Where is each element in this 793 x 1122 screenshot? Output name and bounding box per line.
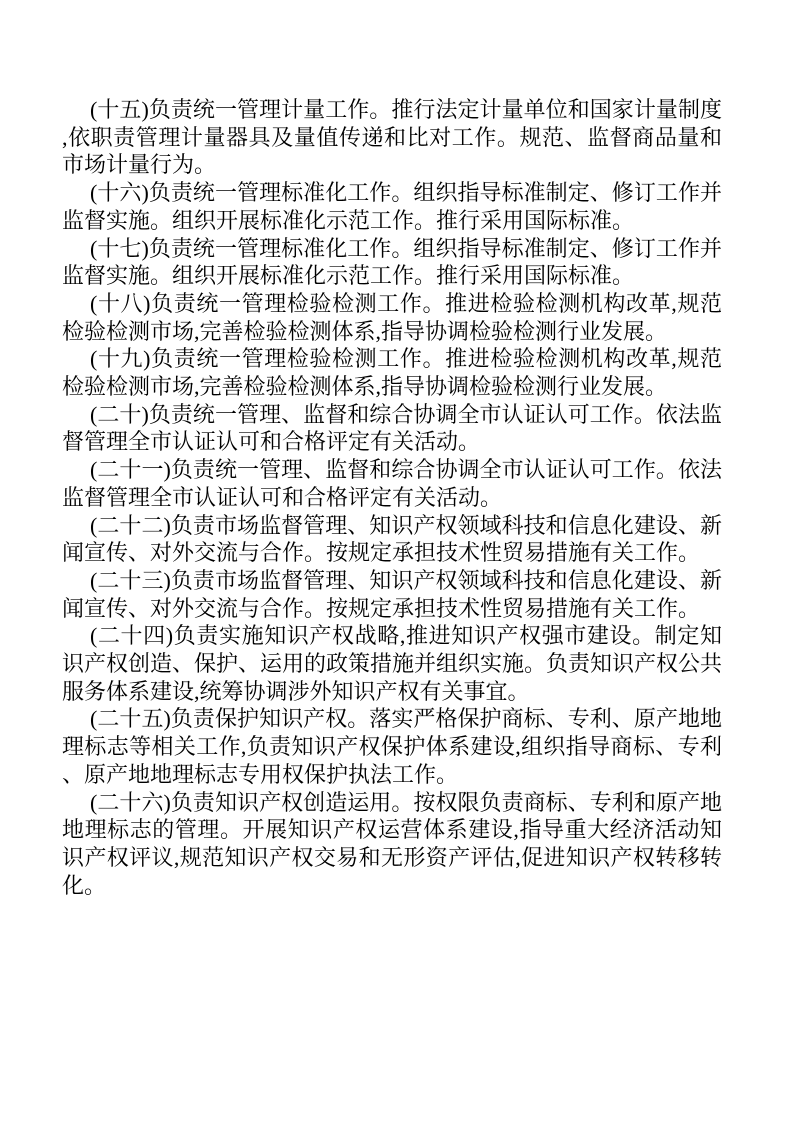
document-paragraph-24: (二十四)负责实施知识产权战略,推进知识产权强市建设。制定知识产权创造、保护、运用的政策措施并组织实施。负责知识产权公共服务体系建设,统筹协调涉外知识产权有关事宜。	[62, 623, 723, 704]
document-paragraph-22: (二十二)负责市场监督管理、知识产权领域科技和信息化建设、新闻宣传、对外交流与合作。按规定承担技术性贸易措施有关工作。	[62, 512, 722, 566]
document-paragraph-16: (十六)负责统一管理标准化工作。组织指导标准制定、修订工作并监督实施。组织开展标准化示范工作。推行采用国际标准。	[62, 180, 722, 233]
document-paragraph-23: (二十三)负责市场监督管理、知识产权领域科技和信息化建设、新闻宣传、对外交流与合作。按规定承担技术性贸易措施有关工作。	[62, 567, 722, 621]
document-paragraph-25: (二十五)负责保护知识产权。落实严格保护商标、专利、原产地地理标志等相关工作,负责知识产权保护体系建设,组织指导商标、专利、原产地地理标志专用权保护执法工作。	[62, 706, 722, 787]
document-paragraph-20: (二十)负责统一管理、监督和综合协调全市认证认可工作。依法监督管理全市认证认可和合格评定有关活动。	[62, 401, 722, 455]
document-paragraph-15: (十五)负责统一管理计量工作。推行法定计量单位和国家计量制度,依职责管理计量器具及量值传递和比对工作。规范、监督商品量和市场计量行为。	[62, 97, 722, 178]
document-paragraph-19: (十九)负责统一管理检验检测工作。推进检验检测机构改革,规范检验检测市场,完善检验检测体系,指导协调检验检测行业发展。	[62, 346, 722, 400]
document-paragraph-21: (二十一)负责统一管理、监督和综合协调全市认证认可工作。依法监督管理全市认证认可和合格评定有关活动。	[62, 457, 722, 510]
document-paragraph-18: (十八)负责统一管理检验检测工作。推进检验检测机构改革,规范检验检测市场,完善检验检测体系,指导协调检验检测行业发展。	[62, 290, 722, 344]
document-content	[62, 96, 722, 899]
document-paragraph-17: (十七)负责统一管理标准化工作。组织指导标准制定、修订工作并监督实施。组织开展标准化示范工作。推行采用国际标准。	[62, 235, 722, 289]
document-paragraph-26: (二十六)负责知识产权创造运用。按权限负责商标、专利和原产地地理标志的管理。开展知识产权运营体系建设,指导重大经济活动知识产权评议,规范知识产权交易和无形资产评估,促进知识产权转移转化。	[62, 789, 722, 898]
